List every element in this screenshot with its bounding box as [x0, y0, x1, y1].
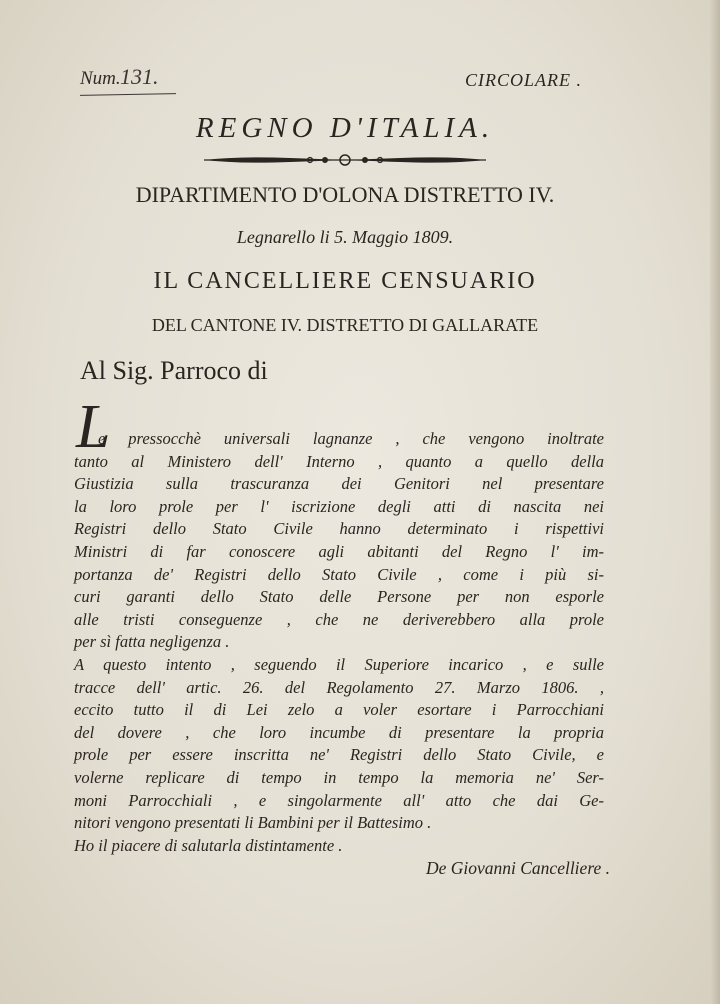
handwritten-number: 131. — [120, 64, 159, 89]
body-line: Ministri di far conoscere agli abitanti del Regno l' im- — [74, 541, 604, 561]
issuer-title: IL CANCELLIERE CENSUARIO — [153, 268, 537, 294]
body-line: e pressocchè universali lagnanze , che vengono inoltrate — [98, 429, 604, 448]
paper-edge — [710, 0, 720, 1004]
body-line: Giustizia sulla trascuranza dei Genitori nel presentare — [74, 474, 604, 494]
signature-line: De Giovanni Cancelliere . — [425, 858, 610, 878]
body-line: volerne replicare di tempo in tempo la memoria ne' Ser- — [74, 767, 604, 787]
date-line: Legnarello li 5. Maggio 1809. — [236, 227, 454, 247]
body-line: moni Parrocchiali , e singolarmente all' atto che dai Ge- — [74, 790, 604, 810]
body-line: A questo intento , seguendo il Superiore incarico , e sulle — [74, 654, 604, 674]
ornamental-rule-icon — [200, 150, 490, 170]
body-line: per sì fatta negligenza . — [74, 632, 230, 652]
body-line: la loro prole per l' iscrizione degli atti di nascita nei — [74, 496, 604, 516]
body-line: eccito tutto il di Lei zelo a voler esortare i Parrocchiani — [74, 700, 604, 720]
body-line: portanza de' Registri dello Stato Civile , come i più si- — [74, 564, 604, 584]
body-line: Ho il piacere di salutarla distintamente . — [74, 835, 343, 855]
number-underline — [80, 93, 176, 96]
body-line: tracce dell' artic. 26. del Regolamento 27. Marzo 1806. , — [74, 677, 604, 697]
body-line: curi garanti dello Stato delle Persone per non esporle — [74, 587, 604, 607]
letter-body — [74, 428, 604, 857]
addressee-line: Al Sig. Parroco di — [80, 356, 268, 385]
document-title: REGNO D'ITALIA. — [195, 112, 495, 144]
body-line: alle tristi conseguenze , che ne deriverebbero alla prole — [74, 609, 604, 629]
number-label: Num. — [80, 68, 121, 89]
drop-capital: L — [76, 393, 111, 461]
circolare-label: CIRCOLARE . — [465, 70, 582, 90]
canton-heading: DEL CANTONE IV. DISTRETTO DI GALLARATE — [151, 315, 539, 335]
body-line: nitori vengono presentati li Bambini per il Battesimo . — [74, 813, 432, 833]
body-line: tanto al Ministero dell' Interno , quanto a quello della — [74, 451, 604, 471]
body-line: del dovere , che loro incumbe di presentare la propria — [74, 722, 604, 742]
body-line: Registri dello Stato Civile hanno determinato i rispettivi — [74, 519, 604, 539]
department-heading: DIPARTIMENTO D'OLONA DISTRETTO IV. — [135, 182, 555, 207]
body-line: prole per essere inscritta ne' Registri dello Stato Civile, e — [74, 745, 604, 765]
